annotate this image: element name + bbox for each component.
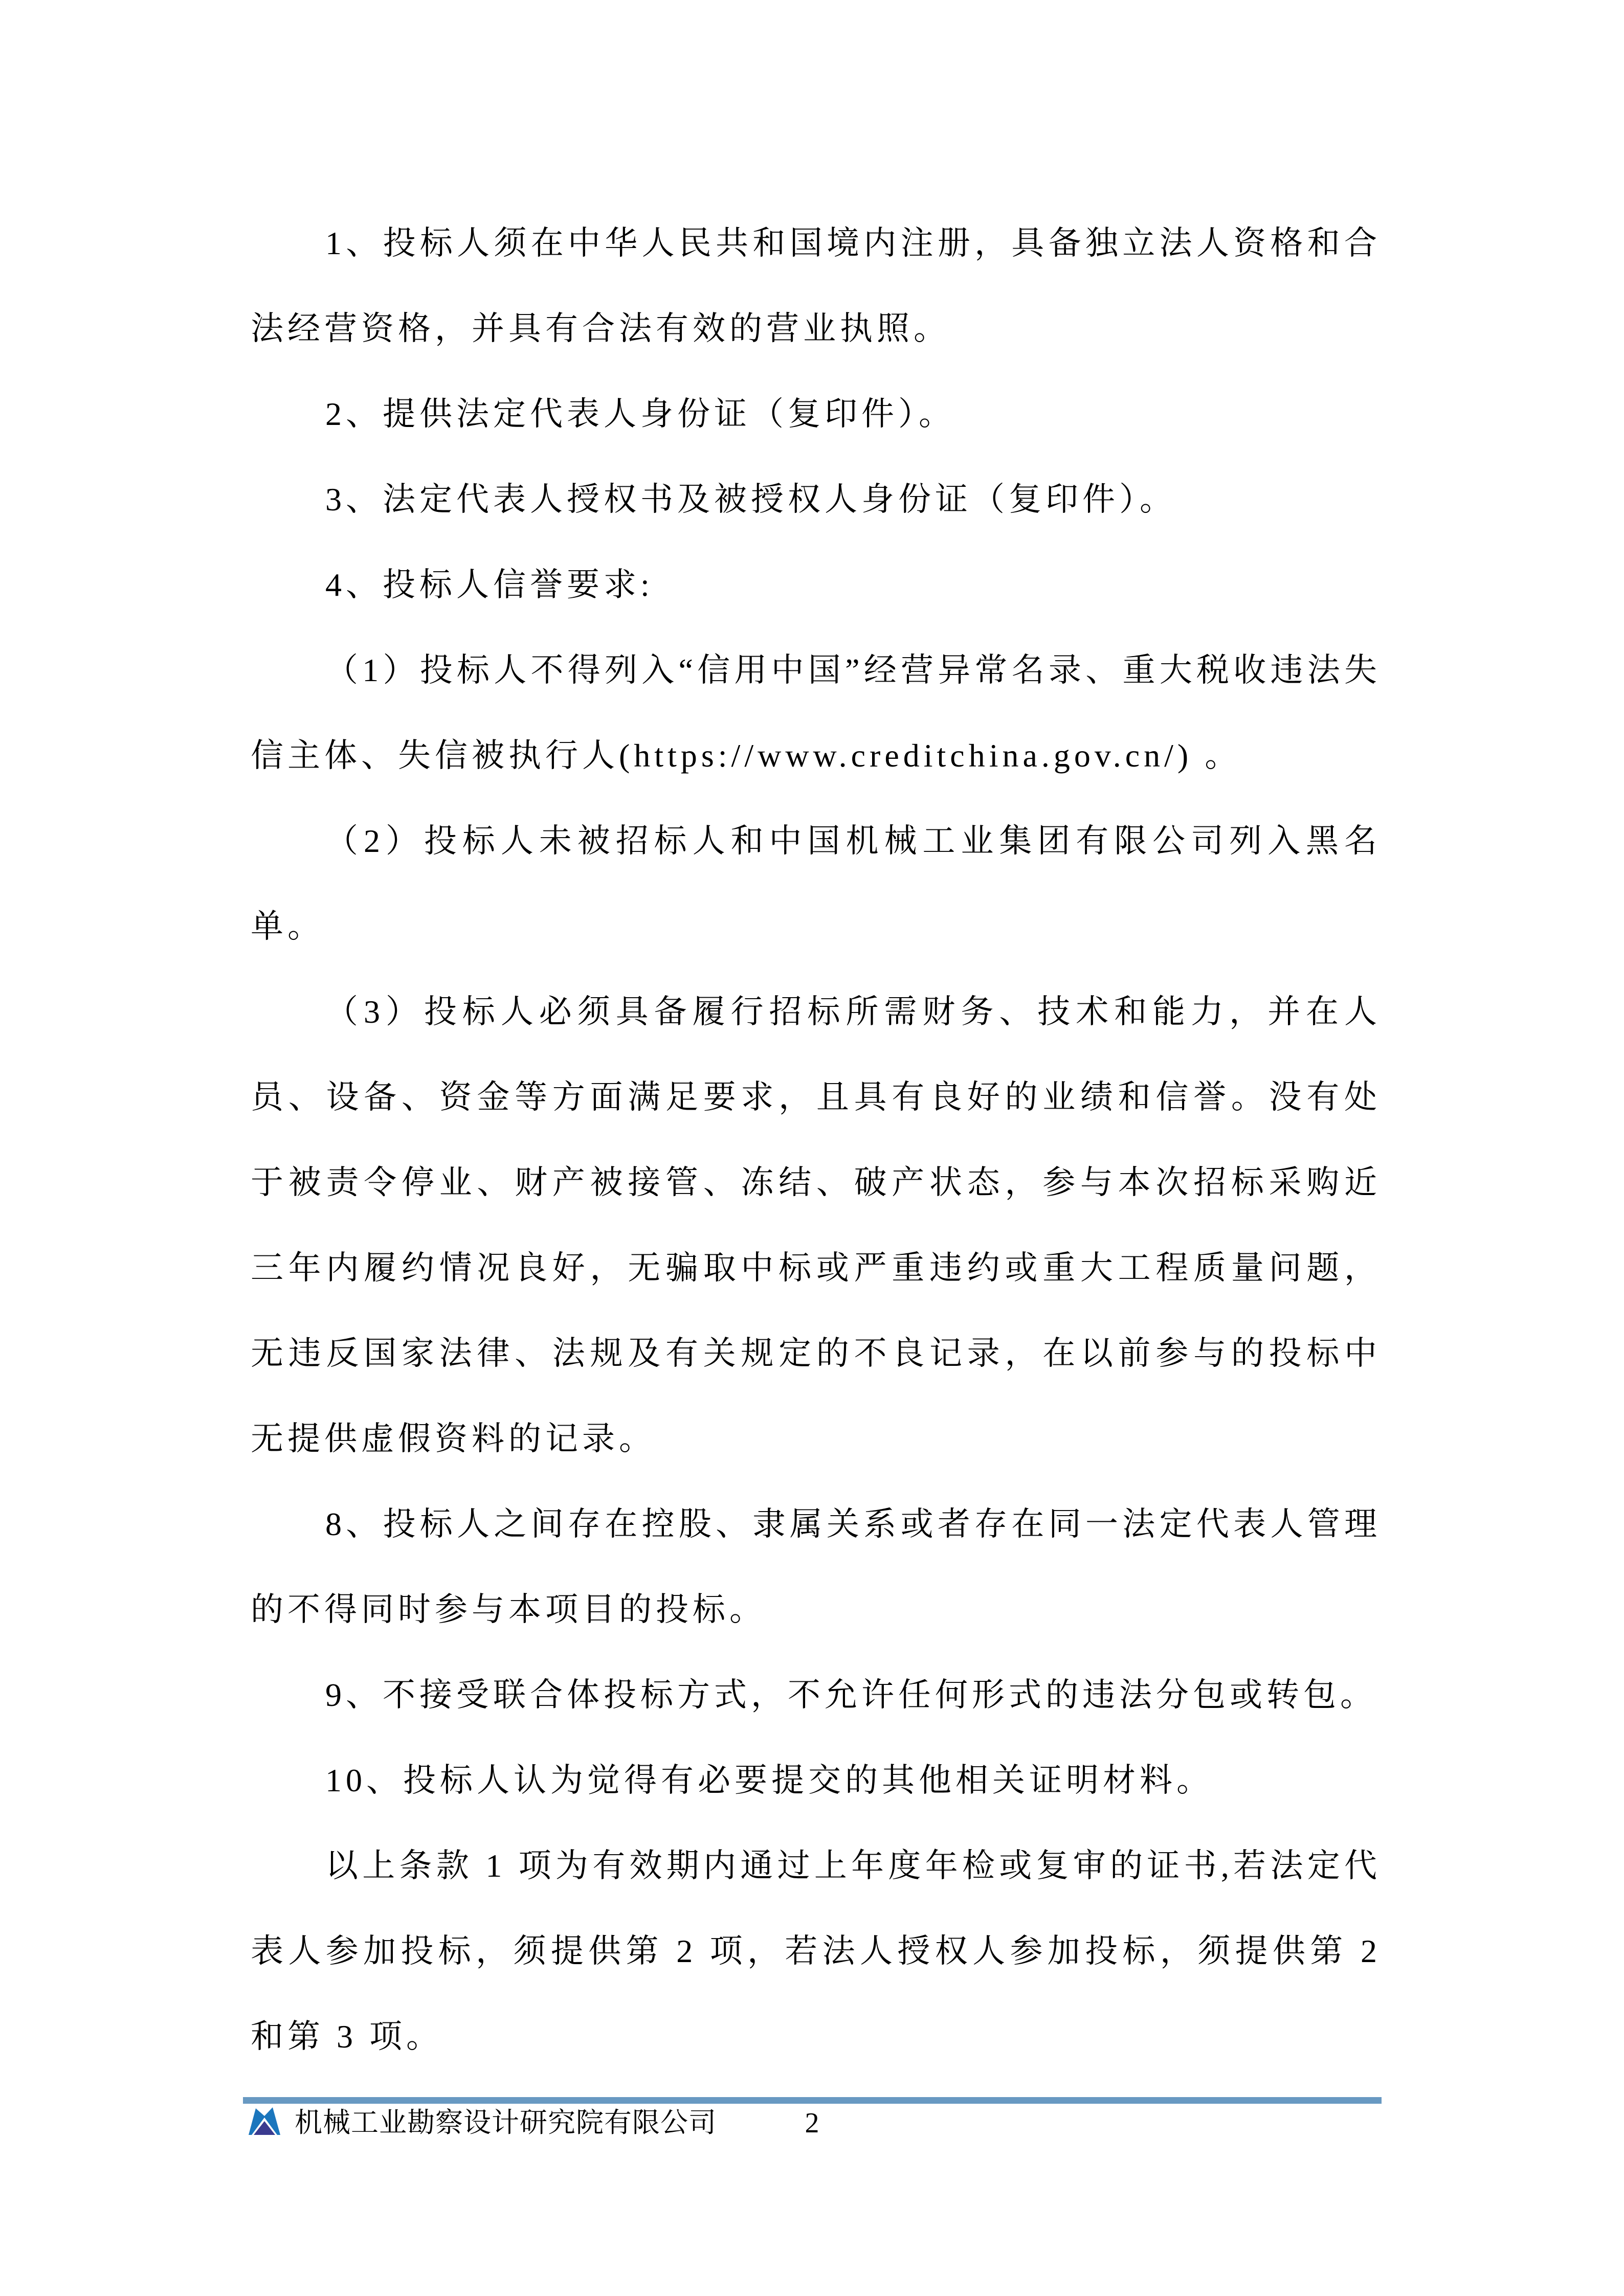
document-body	[251, 200, 1381, 2079]
paragraph: 4、投标人信誉要求:	[325, 567, 654, 603]
footer-divider	[243, 2097, 1382, 2104]
paragraph: 1、投标人须在中华人民共和国境内注册，具备独立法人资格和合法经营资格，并具有合法有效的营业执照。	[251, 225, 1381, 347]
paragraph: （3）投标人必须具备履行招标所需财务、技术和能力，并在人员、设备、资金等方面满足要求，且具有良好的业绩和信誉。没有处于被责令停业、财产被接管、冻结、破产状态，参与本次招标采购近三年内履约情况良好，无骗取中标或严重违约或重大工程质量问题，无违反国家法律、法规及有关规定的不良记录，在以前参与的投标中无提供虚假资料的记录。	[251, 994, 1381, 1457]
paragraph: 9、不接受联合体投标方式，不允许任何形式的违法分包或转包。	[325, 1677, 1377, 1713]
footer-company-name: 机械工业勘察设计研究院有限公司	[295, 2107, 717, 2138]
paragraph: 8、投标人之间存在控股、隶属关系或者存在同一法定代表人管理的不得同时参与本项目的投标。	[251, 1506, 1381, 1628]
paragraph: （2）投标人未被招标人和中国机械工业集团有限公司列入黑名单。	[251, 823, 1381, 944]
page-number: 2	[805, 2107, 819, 2139]
paragraph: 10、投标人认为觉得有必要提交的其他相关证明材料。	[325, 1762, 1213, 1798]
paragraph: （1）投标人不得列入“信用中国”经营异常名录、重大税收违法失信主体、失信被执行人(https://www.creditchina.gov.cn/) 。	[251, 652, 1381, 774]
paragraph: 3、法定代表人授权书及被授权人身份证（复印件）。	[325, 481, 1176, 517]
paragraph: 2、提供法定代表人身份证（复印件）。	[325, 396, 955, 432]
paragraph: 以上条款 1 项为有效期内通过上年度年检或复审的证书,若法定代表人参加投标，须提供第 2 项，若法人授权人参加投标，须提供第 2 和第 3 项。	[251, 1848, 1381, 2055]
